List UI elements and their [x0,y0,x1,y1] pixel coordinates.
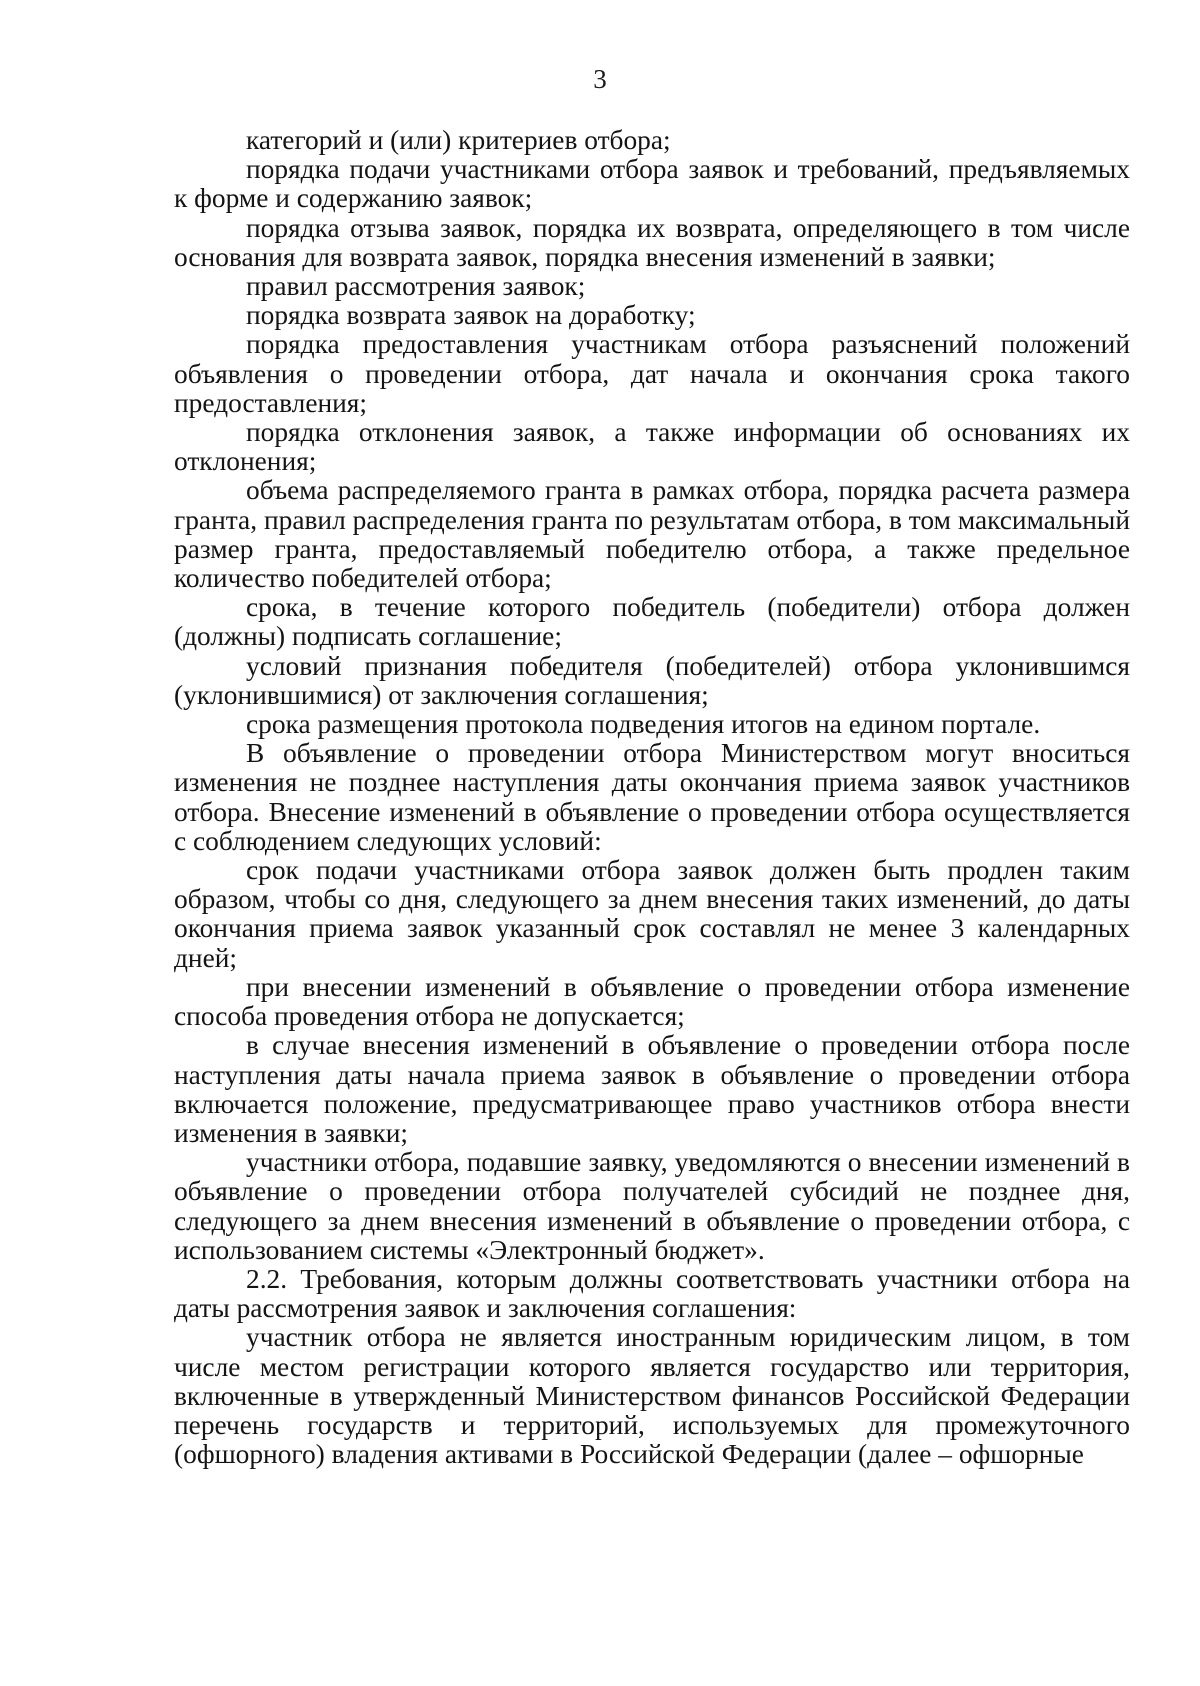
paragraph-10: условий признания победителя (победителей) отбора уклонившимся (уклонившимися) от заключения соглашения; [174,650,1130,710]
paragraph-12: В объявление о проведении отбора Министерством могут вноситься изменения не позднее наступления даты окончания приема заявок участников отбора. Внесение изменений в объявление о проведении отбора осуществляется с соблюдением следующих условий: [174,738,1130,856]
paragraph-15: в случае внесения изменений в объявление о проведении отбора после наступления даты начала приема заявок в объявление о проведении отбора включается положение, предусматривающее право участников отбора внести изменения в заявки; [174,1030,1130,1148]
paragraph-2: порядка подачи участниками отбора заявок и требований, предъявляемых к форме и содержанию заявок; [174,154,1130,214]
paragraph-16: участники отбора, подавшие заявку, уведомляются о внесении изменений в объявление о проведении отбора получателей субсидий не позднее дня, следующего за днем внесения изменений в объявление о проведении отбора, с использованием системы «Электронный бюджет». [174,1147,1130,1265]
paragraph-1: категорий и (или) критериев отбора; [246,125,671,155]
document-body [174,126,1130,1469]
paragraph-6: порядка предоставления участникам отбора разъяснений положений объявления о проведении отбора, дат начала и окончания срока такого предоставления; [174,329,1130,418]
paragraph-17: 2.2. Требования, которым должны соответствовать участники отбора на даты рассмотрения заявок и заключения соглашения: [174,1263,1130,1324]
paragraph-4: правил рассмотрения заявок; [246,271,586,302]
paragraph-9: срока, в течение которого победитель (победители) отбора должен (должны) подписать соглашение; [174,592,1130,652]
page-number: 3 [593,64,607,94]
paragraph-13: срок подачи участниками отбора заявок должен быть продлен таким образом, чтобы со дня, следующего за днем внесения таких изменений, до даты окончания приема заявок указанный срок составлял не менее 3 календарных дней; [174,855,1130,973]
paragraph-11: срока размещения протокола подведения итогов на едином портале. [246,709,1041,740]
paragraph-3: порядка отзыва заявок, порядка их возврата, определяющего в том числе основания для возврата заявок, порядка внесения изменений в заявки; [174,212,1130,272]
paragraph-7: порядка отклонения заявок, а также информации об основаниях их отклонения; [174,417,1130,477]
paragraph-14: при внесении изменений в объявление о проведении отбора изменение способа проведения отбора не допускается; [174,971,1130,1032]
paragraph-5: порядка возврата заявок на доработку; [246,300,696,331]
paragraph-8: объема распределяемого гранта в рамках отбора, порядка расчета размера гранта, правил распределения гранта по результатам отбора, в том максимальный размер гранта, предоставляемый победителю отбора, а также предельное количество победителей отбора; [174,475,1130,594]
paragraph-18: участник отбора не является иностранным юридическим лицом, в том числе местом регистрации которого является государство или территория, включенные в утвержденный Министерством финансов Российской Федерации перечень государств и территорий, используемых для промежуточного (офшорного) владения активами в Российской Федерации (далее – офшорные [174,1322,1130,1470]
